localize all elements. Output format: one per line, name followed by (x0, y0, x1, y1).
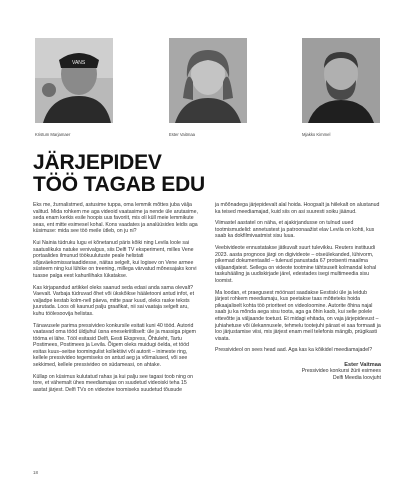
paragraph: Eks me, žurnalistmed, astusime tuppa, oma lemmik mõttes juba välja valitud. Mida rohkem me aga videoid vaatasime ja nende üle arutasime, seda enam kerkis esile hoopis uus favoriit, mis oli küll meie lemmikute seas, ent mitte esimesel kohal. Kons vaadates ja analüüsides leidis aga küsimuse: mida see töö meile ütleb, on ju ni? (33, 202, 198, 235)
headline-line-2: TÖÖ TAGAB EDU (33, 173, 206, 196)
page-number: 18 (33, 470, 39, 475)
author-name: Ester Vaitmaa (344, 361, 381, 368)
headline-line-1: JÄRJEPIDEV (33, 151, 162, 174)
portrait-caption-3: Mjakko Kimmel (302, 132, 331, 137)
left-column (33, 202, 199, 398)
portrait-1 (35, 38, 113, 137)
portrait-caption-2: Ester Vaitmaa (169, 132, 195, 137)
article-headline (33, 152, 253, 196)
author-affiliation: Delfi Meedia loovjuht (332, 375, 381, 382)
author-role: Pressivideo konkursi žürii esimees (301, 368, 381, 375)
portrait-photo-2 (169, 38, 247, 123)
portrait-row (35, 38, 380, 137)
paragraph: Küllap on küsimus kulutatud rahas ja kui palju see tagasi toob ning on tore, et vähemalt ühes meediamajas on suudetud videoiski teha 15 aastat järjest. Delfi TVs on videotee toomiseks suudetud tõusude (33, 373, 194, 393)
portrait-photo-3 (302, 38, 380, 123)
paragraph: Kui Nainia tüdruku lugu ei kõnetanud päris kõiki ning Levila loole sai saatuslikuks natuke venivalgus, siis Delfi TV eksperiment, milles Vene portaalides ilmunud töökuulutuste peale helistati sõjaväekomissariaadidesse, näitas selgelt, kui logisev on Vene armee süsteem ning kui lühike on treening, millega värvatud mõnesajaks korvi tuasse palga eest kahurilihaks lükatakse. (33, 239, 197, 279)
paragraph: Veebivideote ennustatakse jätkuvalt suurt tulevikku. Reuters instituudi 2023. aasta prognoos järgi on digivideote – otseülekanded, lühivorm, pikemad dokumentaalid – tulenud panustada 67 protsenti maailma väljaandjatest. Sellega on videote tootmine tähtsuselt kolmandal kohal taskuhääling ja uudiskirjade järel, edestades isegi multimeedia sisu loomist. (215, 244, 377, 284)
svg-text:VANS: VANS (72, 60, 86, 66)
paragraph: Kas kirjapandud artikkel oleks saanud seda edasi anda sama olevalt? Vaevalt. Varbaja tüdruvad õhet või ükskõikse hääletooni antud infot, et valjadpe kestab kolm-nell päeva, mitte paar kuud, oleks raske teksts juurutada. Loos oli kaunud palju graafikat, nii sai vaataja selgelt aru, kuhu töölesoovija helistas. (33, 284, 195, 317)
portrait-photo-1 (35, 38, 113, 123)
portrait-3 (302, 38, 380, 137)
right-column (215, 202, 381, 382)
author-signature (215, 362, 381, 382)
paragraph: ja mõõnadega järjepidevalt alal hoida. Hoogsalt ja hiilekalt on alustanud ka teised meediamajad, kuid siis on asi suuresti soiku jäänud. (215, 202, 380, 215)
paragraph: Pressivideol on sees head aad. Aga kas ka kõikidel meediamajadel? (215, 347, 373, 354)
paragraph: Ma loodan, et praegusest möönast saadakse Eestiski üle ja leidub järjest rohkem meediamaju, kus peetakse taas mõtteteks hoida pikaajaliselt kohta töö prioriteet on videoloomine. Autorite õhina najal saab ju ka mõnda aega sisu toota, aga ga õhin kaob, kui selle polele ettevõtte ja väljaande toetust. Et midagi ehitada, on vaja järjepidevust – juhiahetuse või ülekannusele, tehmelu tootejuhi pärast ei saa formaati ja loo järjustamise viisi, mis järjest enam meil telefonis mängib, prügikasti visata. (215, 289, 381, 342)
portrait-caption-1: Kristum Marjamaer (35, 132, 71, 137)
portrait-2 (169, 38, 247, 137)
paragraph: Viimastel aastatel on näha, et ajakirjandusse on tulnud uued tootmismudelid: annetustest ja patroonaažist elav Levila on kohti, kus saab ka dokfilmivaatmist sisu luua. (215, 220, 375, 240)
paragraph: Tänavusele parima pressivideo konkursile esitati kuni 40 tööd. Autorid vaatavad oma tööd üldjuhul üsna enesekriitiliselt: üle ja massiga pigem tööma ei lähe. Tööl esitasid Delfi, Eesti Ekspress, Õhtuleht, Tartu Postimees, Postimees ja Levila. Õigem oleks muidugi öelda, et tööd esitas kuus–seitse toomingulist kollektiivi või autorit – inimeste ring, kellele pressivideo tegemiseks on antud aeg ja võimalused, või see sekkimed, kellele pressivideo on südameasi, on ahtake. (33, 322, 196, 369)
